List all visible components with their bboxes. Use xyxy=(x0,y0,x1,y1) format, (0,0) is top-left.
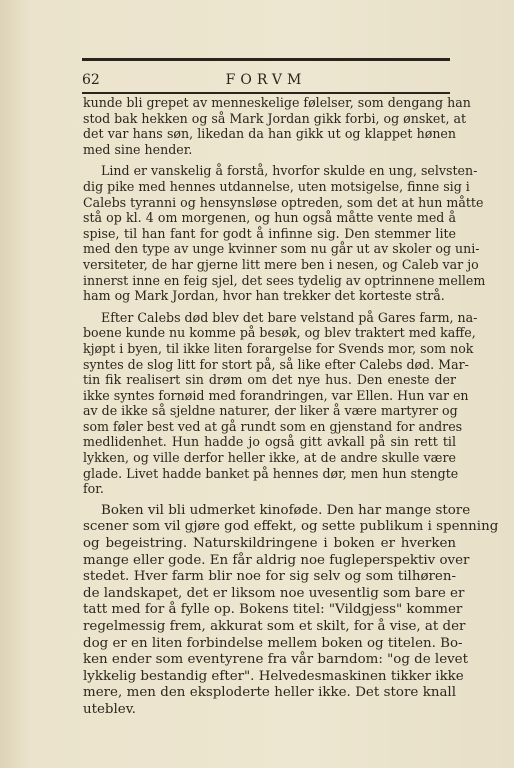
text-line: mange eller gode. En får aldrig noe fugleperspektiv over xyxy=(83,552,470,568)
paragraph-1 xyxy=(83,95,471,157)
text-line: spise, til han fant for godt å infinne sig. Den stemmer lite xyxy=(83,225,456,241)
text-line: tatt med for å fylle op. Bokens titel: "Vildgjess" kommer xyxy=(83,602,463,618)
text-line: mere, men den eksploderte heller ikke. Det store knall xyxy=(83,685,456,701)
top-rule xyxy=(82,58,450,61)
paragraph-3 xyxy=(83,309,478,497)
text-line: stedet. Hver farm blir noe for sig selv og som tilhøren- xyxy=(83,569,456,585)
text-line: lykken, og ville derfor heller ikke, at de andre skulle være xyxy=(83,450,456,466)
text-line: scener som vil gjøre god effekt, og sette publikum i spenning xyxy=(83,519,499,535)
text-line: Lind er vanskelig å forstå, hvorfor skulde en ung, selvsten- xyxy=(101,163,478,179)
text-line: som føler best ved at gå rundt som en gjenstand for andres xyxy=(83,418,463,434)
text-line: med den type av unge kvinner som nu går ut av skoler og uni- xyxy=(83,241,480,257)
text-line: og begeistring. Naturskildringene i boken er hverken xyxy=(83,536,456,552)
header-rule xyxy=(82,92,450,94)
text-line: medlidenhet. Hun hadde jo også gitt avkall på sin rett til xyxy=(83,434,456,450)
text-line: ham og Mark Jordan, hvor han trekker det korteste strå. xyxy=(83,288,445,304)
page-header xyxy=(82,72,450,92)
page-number: 62 xyxy=(82,72,100,88)
text-line: stå op kl. 4 om morgenen, og hun også måtte vente med å xyxy=(83,210,456,226)
body-text xyxy=(83,95,499,719)
text-line: av de ikke så sjeldne naturer, der liker å være martyrer og xyxy=(83,403,458,419)
text-line: innerst inne en feig sjel, det sees tydelig av optrinnene mellem xyxy=(83,272,486,288)
text-line: uteblev. xyxy=(83,701,136,717)
text-line: tin fik realisert sin drøm om det nye hus. Den eneste der xyxy=(83,372,456,388)
text-line: med sine hender. xyxy=(83,141,193,157)
text-line: ken ender som eventyrene fra vår barndom: "og de levet xyxy=(83,652,468,668)
text-line: Calebs tyranni og hensynsløse optreden, som det at hun måtte xyxy=(83,194,484,210)
text-line: dog er en liten forbindelse mellem boken og titelen. Bo- xyxy=(83,635,463,651)
running-title: FORVM xyxy=(225,72,307,88)
text-line: Efter Calebs død blev det bare velstand på Gares farm, na- xyxy=(101,309,478,325)
text-line: det var hans søn, likedan da han gikk ut og klappet hønen xyxy=(83,126,456,142)
text-line: glade. Livet hadde banket på hennes dør, men hun stengte xyxy=(83,465,459,481)
paragraph-2 xyxy=(83,163,486,304)
text-line: for. xyxy=(83,481,104,497)
text-line: regelmessig frem, akkurat som et skilt, for å vise, at der xyxy=(83,619,466,634)
text-line: stod bak hekken og så Mark Jordan gikk forbi, og ønsket, at xyxy=(83,110,467,126)
text-line: lykkelig bestandig efter". Helvedesmaskinen tikker ikke xyxy=(83,668,464,684)
text-line: versiteter, de har gjerne litt mere ben i nesen, og Caleb var jo xyxy=(83,256,479,272)
text-line: de landskapet, det er liksom noe uvesentlig som bare er xyxy=(83,585,465,601)
paragraph-4 xyxy=(83,502,499,719)
text-line: boene kunde nu komme på besøk, og blev traktert med kaffe, xyxy=(83,325,476,341)
text-line: kunde bli grepet av menneskelige følelser, som dengang han xyxy=(83,95,471,110)
text-line: Boken vil bli udmerket kinoføde. Den har mange store xyxy=(101,502,471,518)
text-line: syntes de slog litt for stort på, så like efter Calebs død. Mar- xyxy=(83,356,469,372)
text-line: dig pike med hennes utdannelse, uten motsigelse, finne sig i xyxy=(83,178,470,194)
text-line: kjøpt i byen, til ikke liten forargelse for Svends mor, som nok xyxy=(83,340,474,356)
text-line: ikke syntes fornøid med forandringen, var Ellen. Hun var en xyxy=(83,387,469,403)
